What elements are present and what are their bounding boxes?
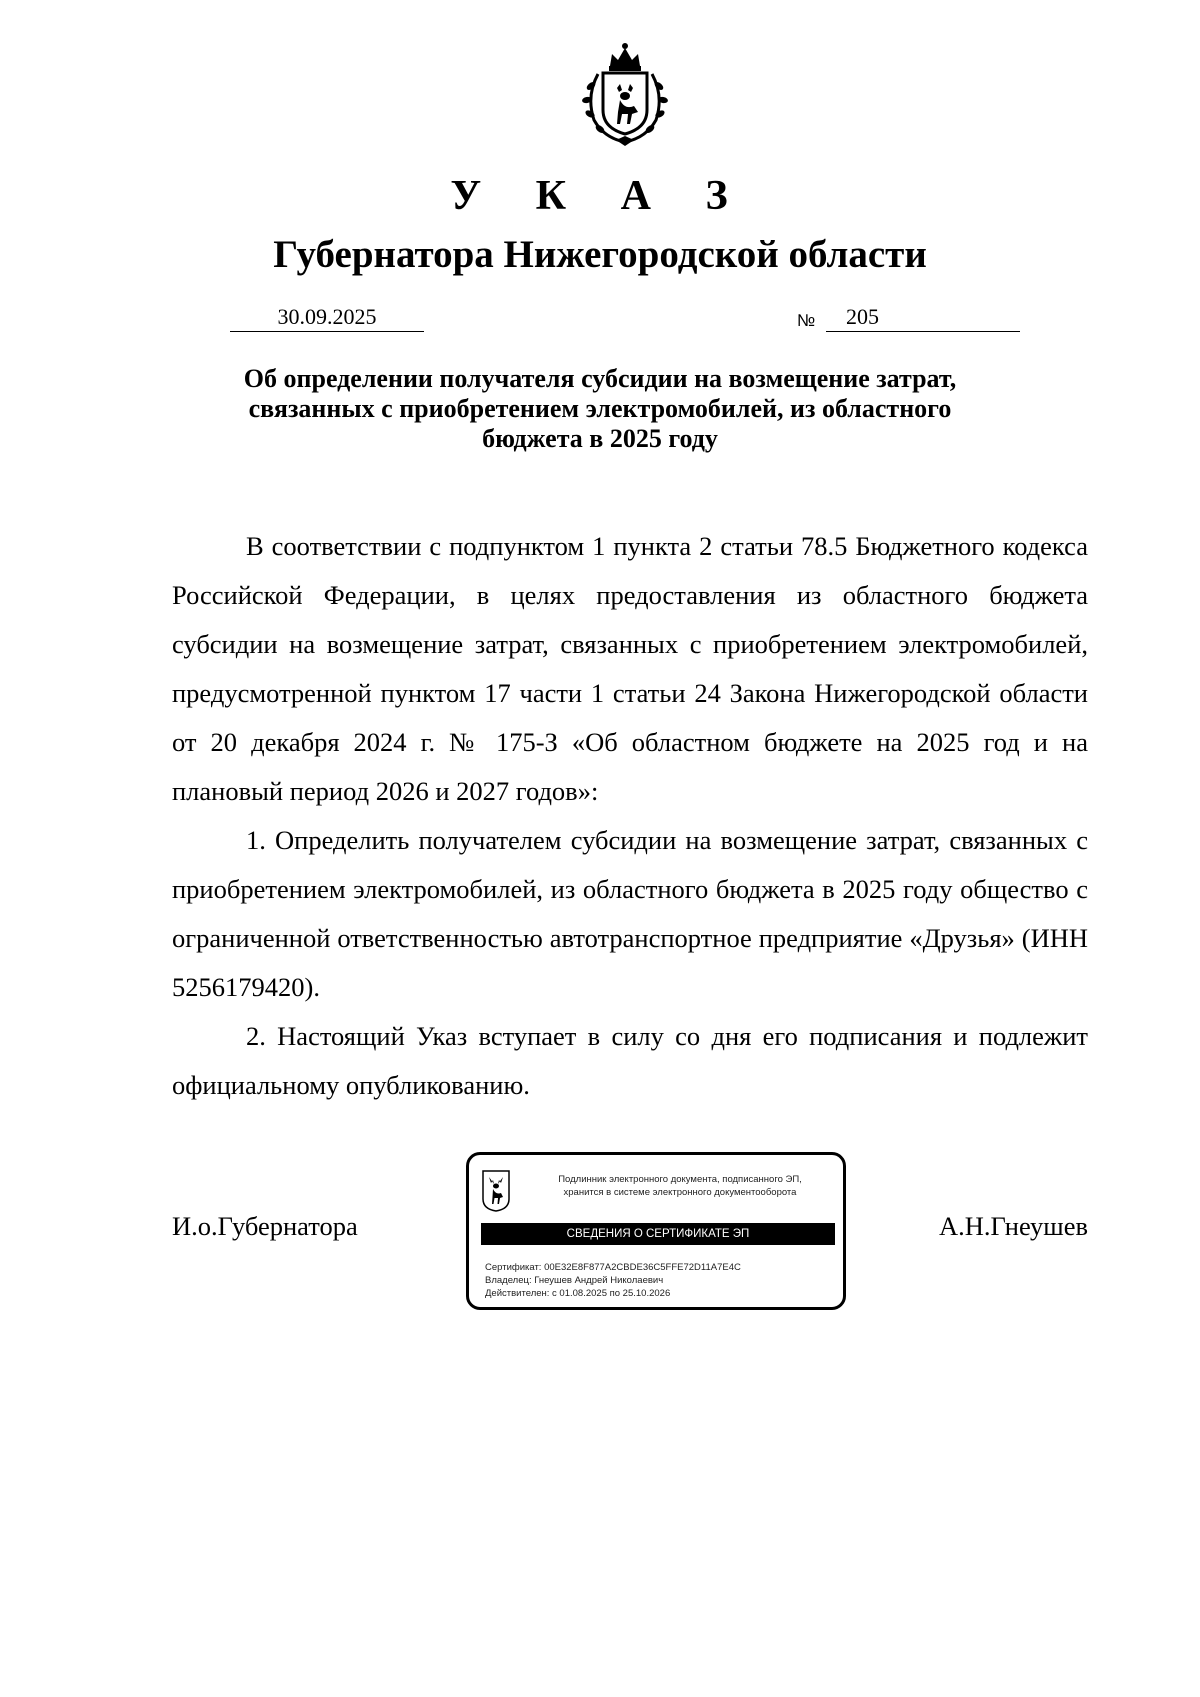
document-subject — [200, 364, 1000, 454]
document-number-field — [826, 304, 1020, 332]
document-body — [172, 522, 1088, 1110]
deer-emblem-icon — [481, 1169, 511, 1213]
subject-line: бюджета в 2025 году — [482, 424, 718, 453]
stamp-certificate-info — [485, 1261, 741, 1300]
issuer-title: Губернатора Нижегородской области — [273, 233, 927, 276]
coat-of-arms-icon — [572, 40, 678, 148]
stamp-note-line: Подлинник электронного документа, подписанного ЭП, — [558, 1174, 802, 1185]
subject-line: связанных с приобретением электромобилей, из областного — [248, 394, 952, 423]
stamp-certificate-header: СВЕДЕНИЯ О СЕРТИФИКАТЕ ЭП — [481, 1223, 835, 1245]
body-paragraph-item-2: 2. Настоящий Указ вступает в силу со дня его подписания и подлежит официальному опубликованию. — [172, 1021, 1088, 1100]
signatory-position: И.о.Губернатора — [172, 1211, 358, 1241]
document-type-title: У К А З — [450, 173, 750, 219]
stamp-note — [521, 1173, 839, 1199]
certificate-owner: Владелец: Гнеушев Андрей Николаевич — [485, 1275, 664, 1286]
body-paragraph-item-1: 1. Определить получателем субсидии на возмещение затрат, связанных с приобретением электромобилей, из областного бюджета в 2025 году общество с ограниченной ответственностью автотранспортное предприятие «Друзья» (ИНН 5256179420). — [172, 825, 1088, 1002]
body-paragraph-preamble: В соответствии с подпунктом 1 пункта 2 статьи 78.5 Бюджетного кодекса Российской Федерации, в целях предоставления из областного бюджета субсидии на возмещение затрат, связанных с приобретением электромобилей, предусмотренной пунктом 17 части 1 статьи 24 Закона Нижегородской области от 20 декабря 2024 г. № 175-З «Об областном бюджете на 2025 год и на плановый период 2026 и 2027 годов»: — [172, 531, 1088, 806]
number-sign: № — [797, 311, 816, 330]
e-signature-stamp — [466, 1152, 846, 1310]
certificate-validity: Действителен: с 01.08.2025 по 25.10.2026 — [485, 1288, 671, 1299]
signatory-name: А.Н.Гнеушев — [938, 1211, 1088, 1241]
certificate-serial: Сертификат: 00E32E8F877A2CBDE36C5FFE72D11A7E4C — [485, 1262, 741, 1273]
subject-line: Об определении получателя субсидии на возмещение затрат, — [243, 364, 957, 393]
document-date: 30.09.2025 — [230, 304, 424, 332]
document-number: 205 — [846, 304, 879, 329]
stamp-note-line: хранится в системе электронного документооборота — [563, 1187, 797, 1198]
